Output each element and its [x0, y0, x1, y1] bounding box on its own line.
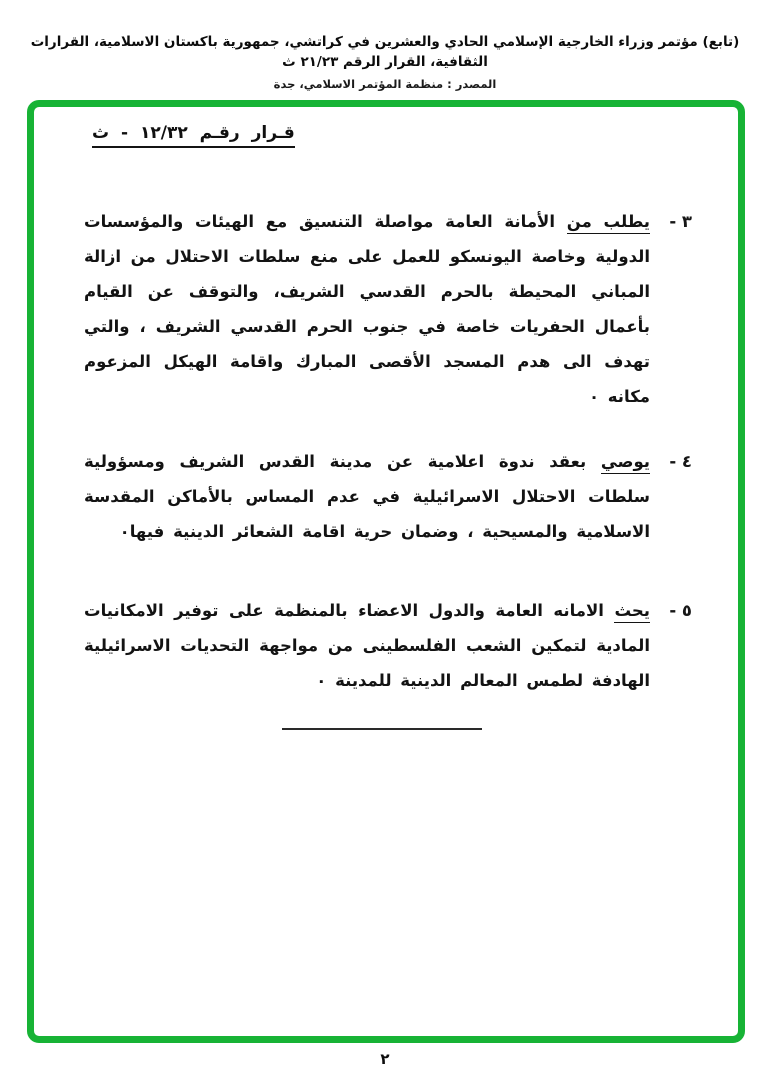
resolution-items — [84, 204, 692, 698]
resolution-item — [84, 593, 692, 698]
separator-rule — [282, 728, 482, 730]
item-body-text: الأمانة العامة مواصلة التنسيق مع الهيئات والمؤسسات الدولية وخاصة اليونسكو للعمل على منع سلطات الاحتلال من ازالة المباني المحيطة بالحرم القدسي الشريف، والتوقف عن القيام بأعمال الحفريات خاصة في جنوب الحرم القدسي الشريف ، والتي تهدف الى هدم المسجد الأقصى المبارك واقامة الهيكل المزعوم مكانه ٠ — [84, 212, 650, 406]
item-number: ٣ - — [669, 212, 692, 231]
page-header — [0, 32, 770, 91]
page-number: ٢ — [380, 1050, 390, 1068]
item-body-text: بعقد ندوة اعلامية عن مدينة القدس الشريف ومسؤولية سلطات الاحتلال الاسرائيلية في عدم المساس بالأماكن المقدسة الاسلامية والمسيحية ، وضمان حرية اقامة الشعائر الدينية فيها٠ — [84, 452, 650, 541]
item-lead-word: يوصي — [601, 452, 650, 474]
resolution-item — [84, 444, 692, 549]
green-border-frame — [27, 100, 745, 1043]
header-source-line: (تابع) مؤتمر وزراء الخارجية الإسلامي الحادي والعشرين في كراتشي، جمهورية باكستان الاسلامية، القرارات الثقافية، القرار الرقم ٢١/٢٣ ث — [30, 34, 740, 70]
resolution-item — [84, 204, 692, 414]
item-text — [84, 593, 650, 698]
item-lead-word: يحث — [614, 601, 650, 623]
item-lead-word: يطلب من — [567, 212, 650, 234]
item-number: ٥ - — [669, 601, 692, 620]
item-number: ٤ - — [669, 452, 692, 471]
item-text — [84, 204, 650, 414]
header-publisher-line: المصدر : منظمة المؤتمر الاسلامي، جدة — [273, 77, 497, 91]
resolution-title: قـرار رقـم ١٢/٣٢ - ث — [92, 123, 295, 148]
item-text — [84, 444, 650, 549]
item-body-text: الامانه العامة والدول الاعضاء بالمنظمة على توفير الامكانيات المادية لتمكين الشعب الفلسطينى من مواجهة التحديات الاسرائيلية الهادفة لطمس المعالم الدينية للمدينة ٠ — [84, 601, 650, 690]
